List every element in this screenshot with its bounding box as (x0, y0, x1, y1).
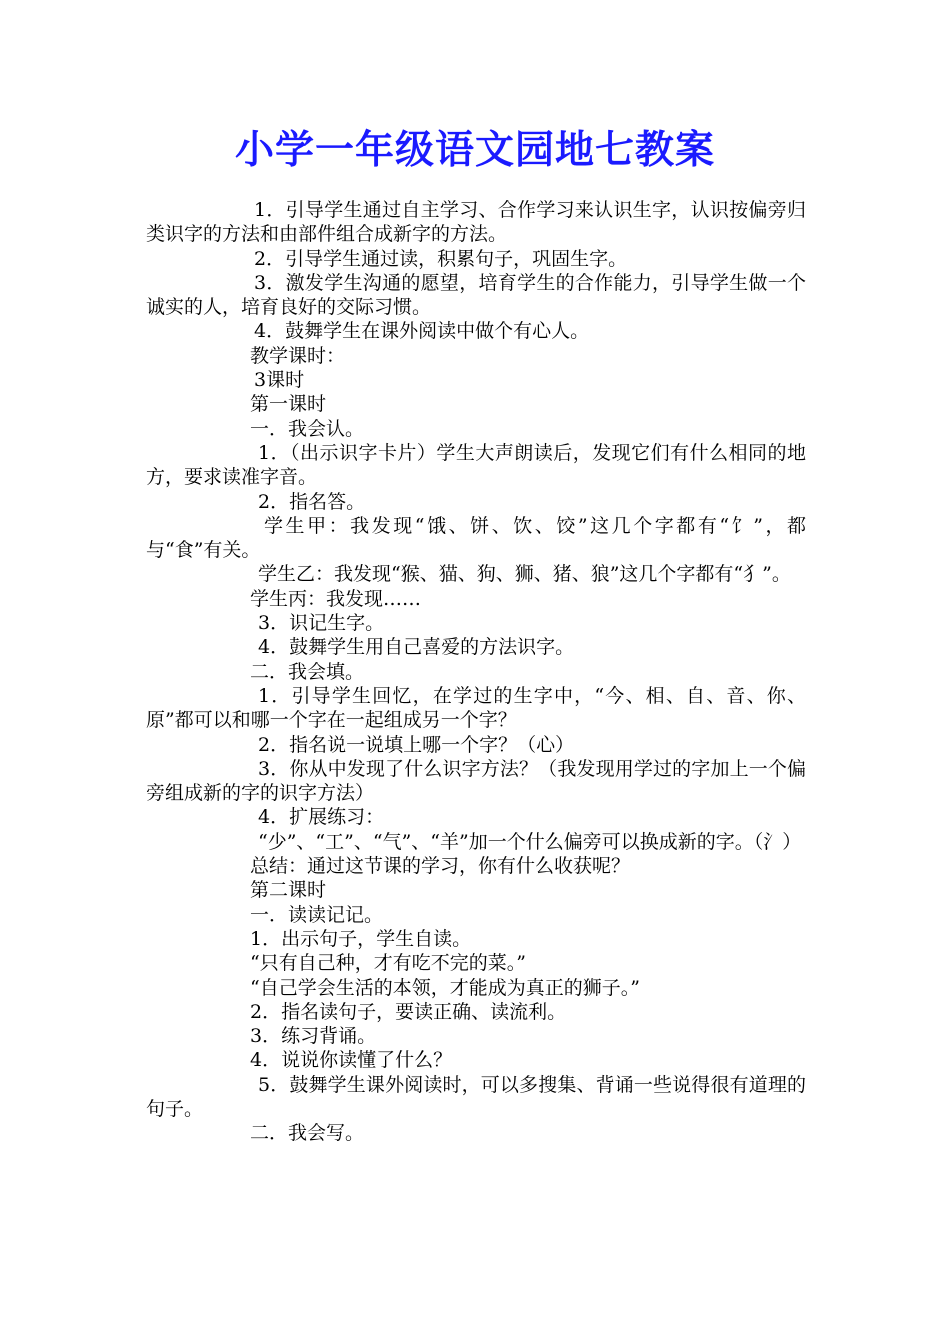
paragraph: 1．出示句子，学生自读。 (250, 927, 472, 950)
paragraph: “少”、“工”、“气”、“羊”加一个什么偏旁可以换成新的字。（氵） (258, 830, 802, 853)
paragraph: 教学课时： (250, 344, 346, 367)
paragraph: 3．激发学生沟通的愿望，培育学生的合作能力，引导学生做一个诚实的人，培育良好的交际习惯。 (146, 271, 806, 319)
paragraph: 4．鼓舞学生用自己喜爱的方法识字。 (258, 636, 575, 659)
paragraph: 2．引导学生通过读，积累句子，巩固生字。 (254, 247, 628, 270)
paragraph: 4．说说你读懂了什么？ (250, 1049, 453, 1072)
paragraph: 1．（出示识字卡片）学生大声朗读后，发现它们有什么相同的地方，要求读准字音。 (146, 441, 806, 489)
paragraph: 2．指名答。 (258, 490, 366, 513)
paragraph: 5．鼓舞学生课外阅读时，可以多搜集、背诵一些说得很有道理的句子。 (146, 1073, 806, 1120)
paragraph: 3．你从中发现了什么识字方法？（我发现用学过的字加上一个偏旁组成新的字的识字方法） (146, 757, 806, 805)
paragraph: 4．扩展练习： (258, 806, 385, 829)
document-title: 小学一年级语文园地七教案 (234, 128, 715, 173)
paragraph: 第一课时 (250, 393, 327, 416)
paragraph: 第二课时 (250, 879, 327, 902)
paragraph: 3．识记生字。 (258, 612, 385, 635)
paragraph: “只有自己种，才有吃不完的菜。” (250, 952, 526, 975)
paragraph: “自己学会生活的本领，才能成为真正的狮子。” (250, 976, 640, 999)
paragraph: 学生甲：我发现“饿、饼、饮、饺”这几个字都有“饣”，都与“食”有关。 (146, 514, 806, 562)
paragraph: 总结：通过这节课的学习，你有什么收获呢？ (250, 855, 631, 878)
paragraph: 1．引导学生通过自主学习、合作学习来认识生字，认识按偏旁归类识字的方法和由部件组合成新字的方法。 (146, 199, 806, 246)
paragraph: 二．我会填。 (250, 660, 365, 683)
paragraph: 一．读读记记。 (250, 903, 384, 926)
paragraph: 4．鼓舞学生在课外阅读中做个有心人。 (254, 320, 590, 343)
paragraph: 一．我会认。 (250, 417, 365, 440)
paragraph: 学生丙：我发现…… (250, 587, 422, 610)
paragraph: 2．指名读句子，要读正确、读流利。 (250, 1000, 567, 1023)
paragraph: 2．指名说一说填上哪一个字？（心） (258, 733, 575, 756)
paragraph: 学生乙：我发现“猴、猫、狗、狮、猪、狼”这几个字都有“犭”。 (258, 563, 791, 586)
paragraph: 二．我会写。 (250, 1122, 365, 1145)
paragraph: 1．引导学生回忆，在学过的生字中，“今、相、自、音、你、原”都可以和哪一个字在一起组成另一个字？ (146, 684, 806, 732)
paragraph: 3．练习背诵。 (250, 1025, 377, 1048)
document-body (146, 198, 806, 1146)
paragraph: 3课时 (254, 369, 305, 392)
